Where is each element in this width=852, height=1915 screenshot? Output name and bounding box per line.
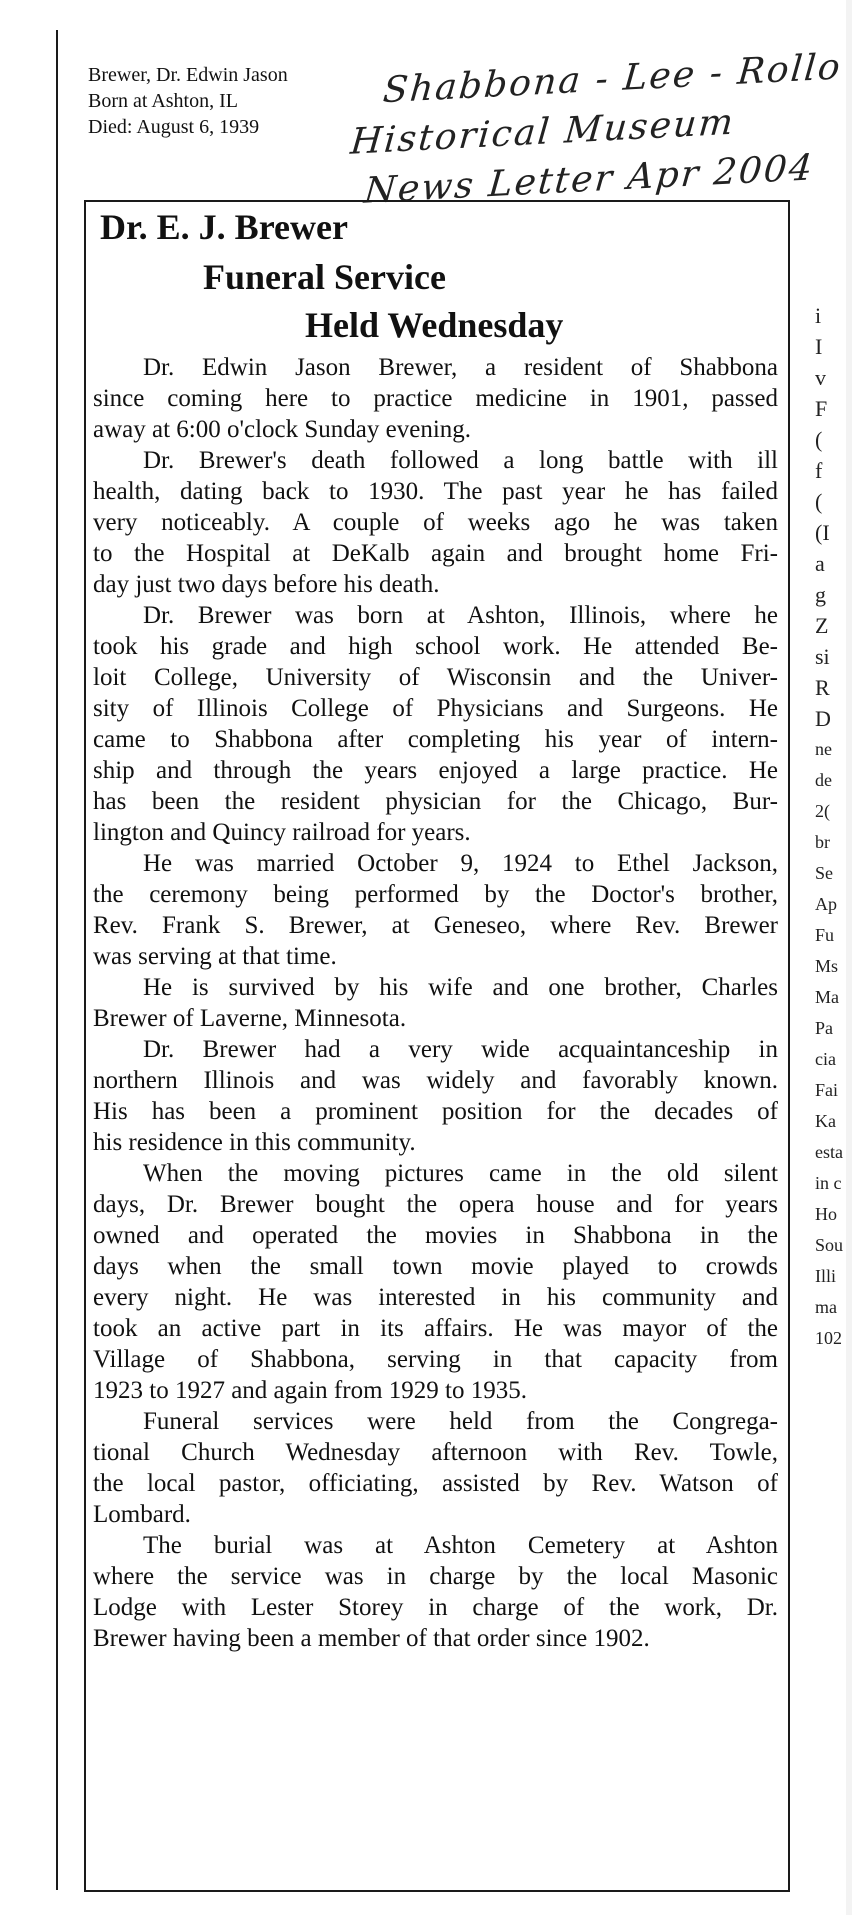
record-header [88, 62, 288, 140]
article-line: owned and operated the movies in Shabbona in the [93, 1222, 778, 1249]
fragment-line: f [815, 458, 823, 483]
fragment-line: F [815, 396, 828, 421]
article-line: Lombard. [93, 1501, 191, 1528]
fragment-line: (I [815, 520, 830, 545]
handwritten-line-3: News Letter Apr 2004 [362, 147, 816, 212]
fragment-line: i [815, 303, 822, 328]
fragment-line: Ms [815, 956, 839, 976]
handwritten-line-2: Historical Museum [348, 101, 737, 163]
article-line: took an active part in its affairs. He was mayor of the [93, 1315, 778, 1342]
fragment-line: 2( [815, 801, 830, 821]
article-body [93, 352, 778, 1654]
headline-line-2: Funeral Service [203, 257, 446, 297]
article-line: sity of Illinois College of Physicians and Surgeons. He [93, 695, 778, 722]
headline-line-3: Held Wednesday [305, 305, 564, 345]
article-line: Dr. Brewer had a very wide acquaintanceship in [143, 1036, 778, 1063]
article-line: He is survived by his wife and one brother, Charles [143, 974, 778, 1001]
page-edge [846, 0, 852, 1915]
fragment-line: Ap [815, 894, 837, 914]
fragment-line: ne [815, 739, 832, 759]
fragment-line: Z [815, 613, 829, 638]
fragment-line: de [815, 770, 832, 790]
article-line: health, dating back to 1930. The past year he has failed [93, 478, 778, 505]
fragment-line: Pa [815, 1018, 833, 1038]
article-line: has been the resident physician for the Chicago, Bur- [93, 788, 778, 815]
article-line: very noticeably. A couple of weeks ago he was taken [93, 509, 778, 536]
record-death-date: Died: August 6, 1939 [88, 116, 260, 138]
left-margin-rule [56, 30, 58, 1890]
fragment-line: a [815, 551, 825, 576]
headline-line-1: Dr. E. J. Brewer [100, 207, 348, 247]
article-line: loit College, University of Wisconsin and the Univer- [93, 664, 778, 691]
article-line: Dr. Edwin Jason Brewer, a resident of Shabbona [143, 354, 778, 381]
article-line: Dr. Brewer was born at Ashton, Illinois, where he [143, 602, 778, 629]
article-line: away at 6:00 o'clock Sunday evening. [93, 416, 472, 443]
article-line: When the moving pictures came in the old silent [143, 1160, 778, 1187]
article-line: took his grade and high school work. He attended Be- [93, 633, 778, 660]
article-line: was serving at that time. [93, 943, 337, 970]
fragment-line: Se [815, 863, 833, 883]
article-line: 1923 to 1927 and again from 1929 to 1935. [93, 1377, 527, 1404]
article-line: The burial was at Ashton Cemetery at Ashton [143, 1532, 778, 1559]
article-line: the ceremony being performed by the Doctor's brother, [93, 881, 778, 908]
article-line: since coming here to practice medicine in 1901, passed [93, 385, 778, 412]
fragment-line: si [815, 644, 830, 669]
fragment-line: ( [815, 427, 823, 452]
fragment-line: Ho [815, 1204, 837, 1224]
fragment-line: cia [815, 1049, 836, 1069]
article-line: days, Dr. Brewer bought the opera house and for years [93, 1191, 778, 1218]
fragment-line: Illi [815, 1266, 836, 1286]
record-name: Brewer, Dr. Edwin Jason [88, 64, 288, 86]
article-line: tional Church Wednesday afternoon with Rev. Towle, [93, 1439, 778, 1466]
article-line: every night. He was interested in his community and [93, 1284, 778, 1311]
fragment-line: D [815, 706, 831, 731]
article-line: days when the small town movie played to crowds [93, 1253, 778, 1280]
article-line: the local pastor, officiating, assisted by Rev. Watson of [93, 1470, 778, 1497]
fragment-line: Fu [815, 925, 835, 945]
record-birthplace: Born at Ashton, IL [88, 90, 238, 112]
article-line: to the Hospital at DeKalb again and brought home Fri- [93, 540, 778, 567]
article-line: northern Illinois and was widely and favorably known. [93, 1067, 778, 1094]
article-line: day just two days before his death. [93, 571, 440, 598]
article-line: Dr. Brewer's death followed a long battle with ill [143, 447, 778, 474]
fragment-line: I [815, 334, 823, 359]
article-line: lington and Quincy railroad for years. [93, 819, 471, 846]
article-line: Brewer of Laverne, Minnesota. [93, 1005, 407, 1032]
article-line: Rev. Frank S. Brewer, at Geneseo, where Rev. Brewer [93, 912, 778, 939]
fragment-line: Ka [815, 1111, 836, 1131]
fragment-line: esta [815, 1142, 843, 1162]
article-line: Funeral services were held from the Congrega- [143, 1408, 778, 1435]
fragment-line: in c [815, 1173, 842, 1193]
article-line: his residence in this community. [93, 1129, 416, 1156]
article-line: Brewer having been a member of that order since 1902. [93, 1625, 650, 1652]
article-line: Village of Shabbona, serving in that capacity from [93, 1346, 778, 1373]
fragment-line: 102 [815, 1328, 842, 1348]
article-line: where the service was in charge by the local Masonic [93, 1563, 778, 1590]
article-line: He was married October 9, 1924 to Ethel Jackson, [143, 850, 778, 877]
article-line: ship and through the years enjoyed a large practice. He [93, 757, 778, 784]
fragment-line: R [815, 675, 830, 700]
fragment-line: Fai [815, 1080, 839, 1100]
fragment-line: Ma [815, 987, 839, 1007]
article-line: His has been a prominent position for the decades of [93, 1098, 778, 1125]
fragment-line: ma [815, 1297, 837, 1317]
fragment-line: br [815, 832, 830, 852]
handwritten-source-note [348, 43, 844, 217]
article-line: Lodge with Lester Storey in charge of the work, Dr. [93, 1594, 778, 1621]
fragment-line: g [815, 582, 826, 607]
fragment-line: v [815, 365, 826, 390]
article-line: came to Shabbona after completing his year of intern- [93, 726, 778, 753]
fragment-line: ( [815, 489, 823, 514]
fragment-line: Sou [815, 1235, 844, 1255]
handwritten-line-1: Shabbona - Lee - Rollo [381, 46, 844, 112]
